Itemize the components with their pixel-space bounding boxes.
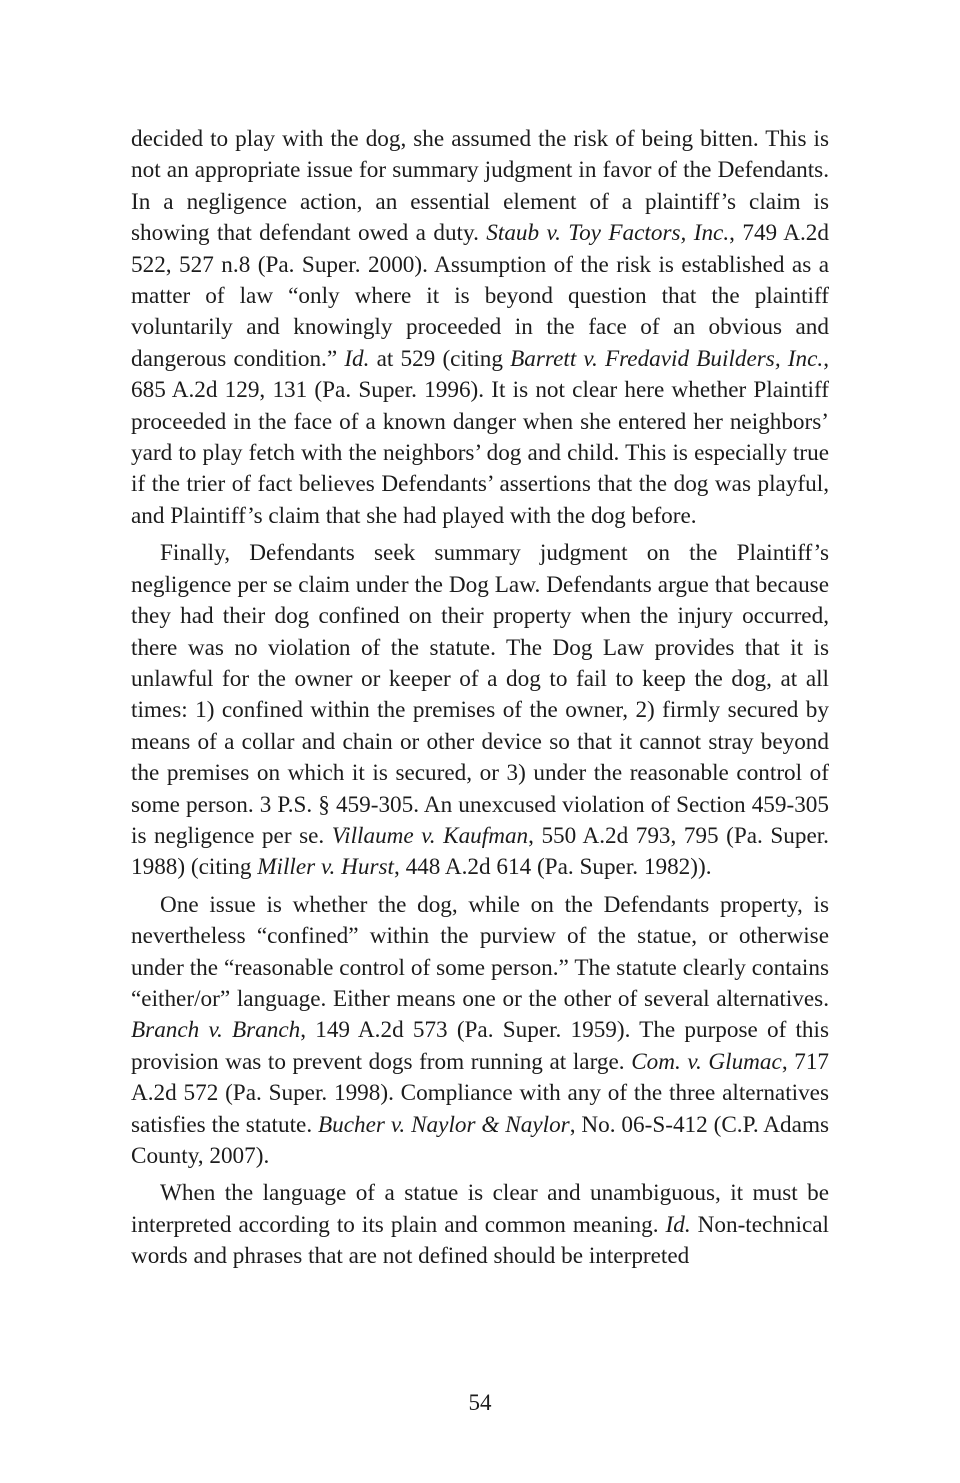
- paragraph-dog-law-negligence: [131, 538, 829, 883]
- citation-case-name: Id.: [665, 1211, 691, 1238]
- body-text: [131, 124, 829, 1279]
- text-run: at 529 (citing: [369, 345, 511, 372]
- citation-case-name: Bucher v. Naylor & Naylor: [318, 1111, 570, 1138]
- citation-case-name: Id.: [344, 345, 370, 372]
- page-number: 54: [468, 1390, 492, 1415]
- paragraph-statute-interpretation: [131, 1178, 829, 1272]
- text-run: , 149 A.2d 573 (Pa. Super. 1959). The purpose of this provision was to prevent dogs from running at large.: [131, 1017, 829, 1075]
- paragraph-confined-issue: [131, 890, 829, 1173]
- citation-case-name: Miller v. Hurst: [257, 854, 394, 881]
- text-run: When the language of a statue is clear and unambiguous, it must be interpreted according to its plain and common meaning.: [131, 1180, 829, 1238]
- citation-case-name: Barrett v. Fredavid Builders, Inc.: [510, 345, 824, 372]
- citation-case-name: Villaume v. Kaufman: [331, 822, 529, 849]
- citation-case-name: Com. v. Glumac: [631, 1048, 782, 1075]
- text-run: decided to play with the dog, she assumed the risk of being bitten. This is not an appropriate issue for summary judgment in favor of the Defendants. In a negligence action, an essential element of a plaintiff’s claim is showing that defendant owed a duty.: [131, 126, 829, 247]
- citation-case-name: Staub v. Toy Factors, Inc.: [486, 220, 730, 247]
- text-run: , 749 A.2d 522, 527 n.8 (Pa. Super. 2000). Assumption of the risk is established as a matter of law “only where it is beyond question that the plaintiff voluntarily and knowingly proceeded in the face of an obvious and dangerous condition.”: [131, 220, 829, 372]
- text-run: , 717 A.2d 572 (Pa. Super. 1998). Compliance with any of the three alternatives satisfies the statute.: [131, 1048, 830, 1138]
- text-run: One issue is whether the dog, while on the Defendants property, is nevertheless “confined” within the purview of the statue, or otherwise under the “reasonable control of some person.” The statute clearly contains “either/or” language. Either means one or the other of several alternatives.: [131, 891, 829, 1012]
- text-run: Finally, Defendants seek summary judgment on the Plaintiff’s negligence per se claim under the Dog Law. Defendants argue that because they had their dog confined on their property when the injury occurred, there was no violation of the statute. The Dog Law provides that it is unlawful for the owner or keeper of a dog to fail to keep the dog, at all times: 1) confined within the premises of the owner, 2) firmly secured by means of a collar and chain or other device so that it cannot stray beyond the premises on which it is secured, or 3) under the reasonable control of some person. 3 P.S. § 459-305. An unexcused violation of Section 459-305 is negligence per se.: [131, 540, 829, 849]
- citation-case-name: Branch v. Branch: [131, 1017, 301, 1044]
- text-run: , 550 A.2d 793, 795 (Pa. Super. 1988) (citing: [131, 822, 829, 881]
- text-run: , 685 A.2d 129, 131 (Pa. Super. 1996). It is not clear here whether Plaintiff proceeded in the face of a known danger when she entered her neighbors’ yard to play fetch with the neighbors’ dog and child. This is especially true if the trier of fact believes Defendants’ assertions that the dog was playful, and Plaintiff’s claim that she had played with the dog before.: [131, 345, 829, 529]
- text-run: , 448 A.2d 614 (Pa. Super. 1982)).: [393, 854, 712, 881]
- text-run: , No. 06-S-412 (C.P. Adams County, 2007).: [131, 1111, 829, 1169]
- paragraph-assumption-of-risk: [131, 124, 829, 532]
- text-run: Non-technical words and phrases that are not defined should be interpreted: [131, 1211, 829, 1270]
